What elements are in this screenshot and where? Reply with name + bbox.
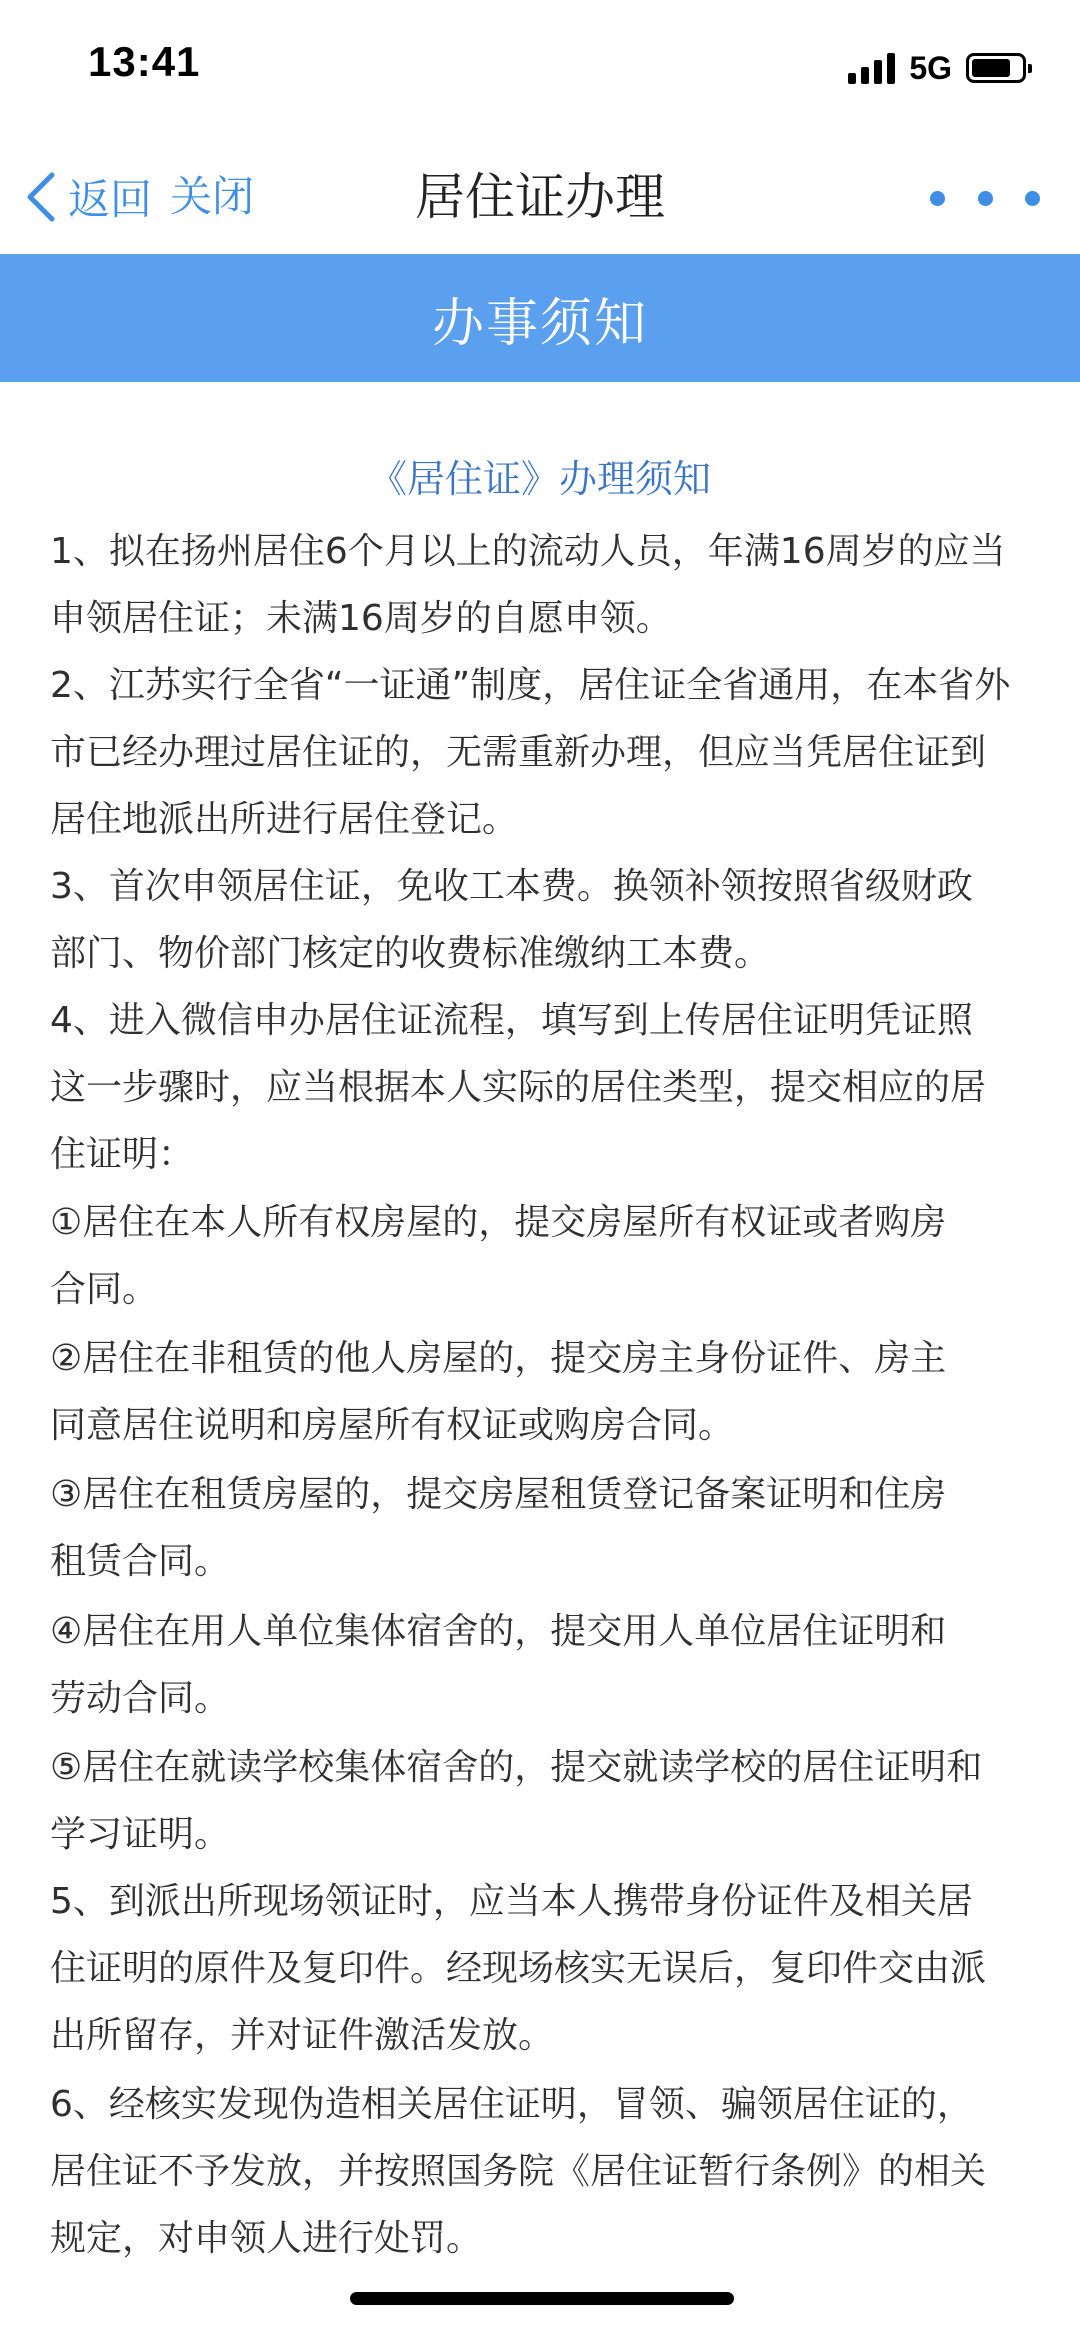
notice-content[interactable] [0, 382, 1080, 2259]
page-title: 居住证办理 [415, 168, 665, 226]
dot [1025, 191, 1040, 206]
more-dots-icon[interactable] [930, 180, 1040, 216]
chevron-left-icon [22, 169, 62, 225]
notice-title: 《居住证》办理须知 [368, 457, 711, 501]
close-button[interactable]: 关闭 [170, 172, 255, 221]
notice-item-2: 2、江苏实行全省“一证通”制度，居住证全省通用，在本省外 市已经办理过居住证的，无需重新办理，但应当凭居住证到 居住地派出所进行居住登记。 [50, 665, 1011, 840]
navigation-bar [0, 140, 1080, 254]
notice-subitem-5: ⑤居住在就读学校集体宿舍的，提交就读学校的居住证明和 学习证明。 [50, 1747, 983, 1855]
status-time: 13:41 [88, 38, 201, 85]
notice-subitem-2: ②居住在非租赁的他人房屋的，提交房主身份证件、房主 同意居住说明和房屋所有权证或购房合同。 [50, 1338, 947, 1446]
notice-subitem-1: ①居住在本人所有权房屋的，提交房屋所有权证或者购房 合同。 [50, 1202, 947, 1310]
status-indicators [848, 48, 1026, 88]
battery-tip [1028, 64, 1032, 73]
cellular-signal-icon [848, 52, 895, 84]
notice-item-5: 5、到派出所现场领证时，应当本人携带身份证件及相关居 住证明的原件及复印件。经现场核实无误后，复印件交由派 出所留存，并对证件激活发放。 [50, 1881, 987, 2056]
section-banner [0, 254, 1080, 382]
notice-item-4: 4、进入微信申办居住证流程，填写到上传居住证明凭证照 这一步骤时，应当根据本人实际的居住类型，提交相应的居 住证明： [50, 1000, 987, 1175]
notice-item-1: 1、拟在扬州居住6个月以上的流动人员，年满16周岁的应当 申领居住证；未满16周岁的自愿申领。 [50, 531, 1006, 639]
banner-title: 办事须知 [431, 293, 648, 354]
network-type: 5G [909, 49, 952, 86]
status-bar [0, 0, 1080, 140]
battery-level [972, 59, 1010, 77]
notice-subitem-3: ③居住在租赁房屋的，提交房屋租赁登记备案证明和住房 租赁合同。 [50, 1474, 947, 1582]
battery-icon [966, 53, 1026, 83]
notice-subitem-4: ④居住在用人单位集体宿舍的，提交用人单位居住证明和 劳动合同。 [50, 1611, 947, 1719]
notice-item-6: 6、经核实发现伪造相关居住证明，冒领、骗领居住证的， 居住证不予发放，并按照国务院《居住证暂行条例》的相关 规定，对申领人进行处罚。 [50, 2084, 987, 2259]
home-indicator[interactable] [350, 2292, 734, 2305]
notice-item-3: 3、首次申领居住证，免收工本费。换领补领按照省级财政 部门、物价部门核定的收费标准缴纳工本费。 [50, 866, 973, 974]
dot [930, 191, 945, 206]
dot [978, 191, 993, 206]
back-label: 返回 [68, 175, 153, 224]
back-button[interactable] [22, 162, 152, 232]
